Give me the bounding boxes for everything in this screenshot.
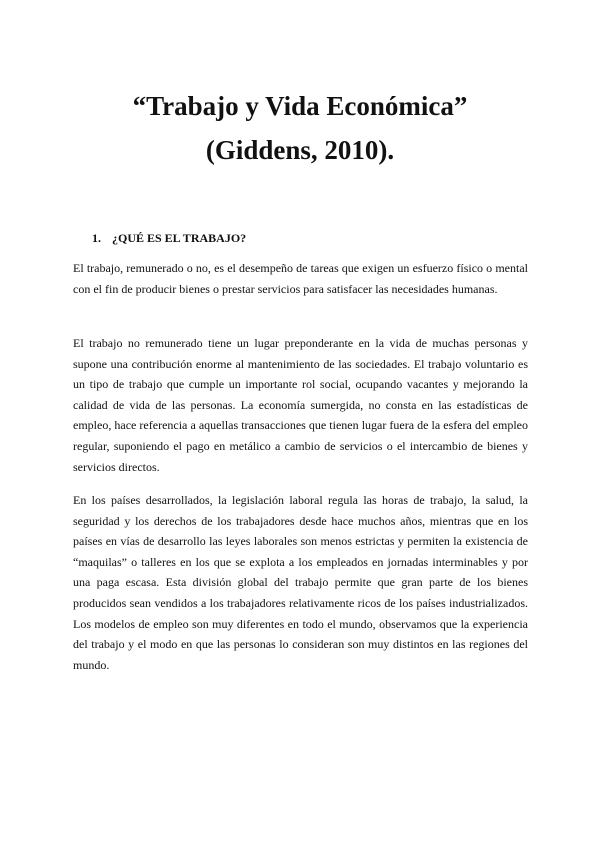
document-title: “Trabajo y Vida Económica” (132, 91, 468, 121)
paragraph-3: En los países desarrollados, la legislación laboral regula las horas de trabajo, la salud, la seguridad y los derechos de los trabajadores desde hace muchos años, mientras que en los países en vías de desarrollo las leyes laborales son menos estrictas y permiten la existencia de “maquilas” o talleres en los que se explota a los empleados en jornadas interminables y por una paga escasa. Esta división global del trabajo permite que gran parte de los bienes producidos sean vendidos a los trabajadores relativamente ricos de los países industrializados. Los modelos de empleo son muy diferentes en todo el mundo, observamos que la experiencia del trabajo y el modo en que las personas lo consideran son muy distintos en las regiones del mundo. (73, 493, 528, 672)
paragraph-1: El trabajo, remunerado o no, es el desempeño de tareas que exigen un esfuerzo físico o mental con el fin de producir bienes o prestar servicios para satisfacer las necesidades humanas. (73, 261, 528, 296)
section-title: ¿QUÉ ES EL TRABAJO? (112, 231, 247, 245)
document-citation: (Giddens, 2010). (205, 135, 395, 165)
section-number: 1. (92, 231, 101, 245)
paragraph-2: El trabajo no remunerado tiene un lugar preponderante en la vida de muchas personas y supone una contribución enorme al mantenimiento de las sociedades. El trabajo voluntario es un tipo de trabajo que cumple un importante rol social, ocupando vacantes y mejorando la calidad de vida de las personas. La economía sumergida, no consta en las estadísticas de empleo, hace referencia a aquellas transacciones que tienen lugar fuera de la esfera del empleo regular, suponiendo el pago en metálico a cambio de servicios o el intercambio de bienes y servicios directos. (73, 336, 528, 474)
section-heading (92, 230, 246, 246)
